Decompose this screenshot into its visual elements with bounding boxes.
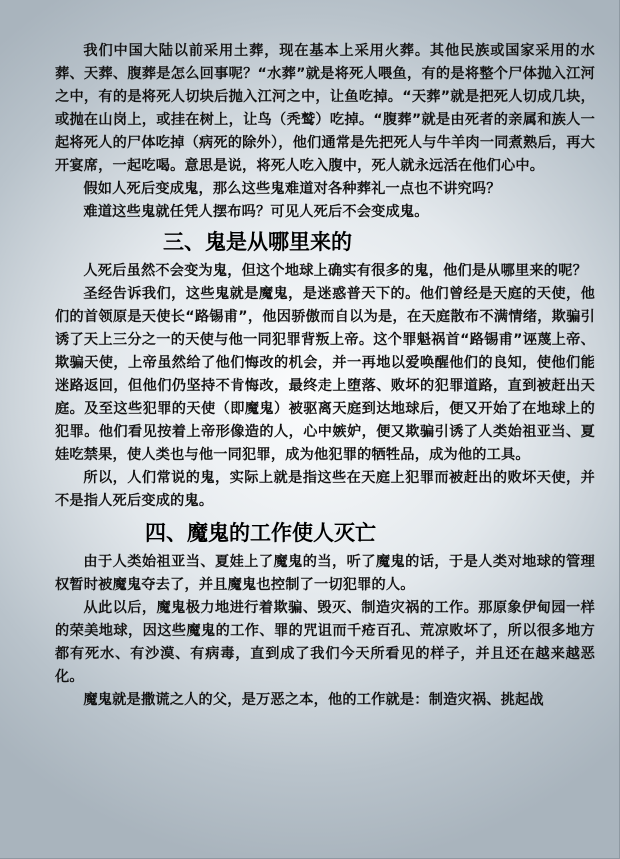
paragraph-bible-angels: 圣经告诉我们，这些鬼就是魔鬼，是迷惑普天下的。他们曾经是天庭的天使，他们的首领原是天使长“路锡甫”，他因骄傲而自以为是，在天庭散布不满情绪，欺骗引诱了天上三分之一的天使与他一同犯罪背叛上帝。这个罪魁祸首“路锡甫”诬蔑上帝、欺骗天使，上帝虽然给了他们悔改的机会，并一再地以爱唤醒他们的良知，使他们能迷路返回，但他们仍坚持不肯悔改，最终走上堕落、败坏的犯罪道路，直到被赶出天庭。及至这些犯罪的天使（即魔鬼）被驱离天庭到达地球后，便又开始了在地球上的犯罪。他们看见按着上帝形像造的人，心中嫉妒，便又欺骗引诱了人类始祖亚当、夏娃吃禁果，使人类也与他一同犯罪，成为他犯罪的牺牲品，成为他的工具。 [55, 286, 595, 463]
paragraph-question-burial: 假如人死后变成鬼，那么这些鬼难道对各种葬礼一点也不讲究吗？ [83, 181, 501, 197]
paragraph-fallen-angels: 所以，人们常说的鬼，实际上就是指这些在天庭上犯罪而被赶出的败坏天使，并不是指人死后变成的鬼。 [55, 470, 595, 509]
paragraph-devil-work: 从此以后，魔鬼极力地进行着欺骗、毁灭、制造灾祸的工作。那原象伊甸园一样的荣美地球，因这些魔鬼的工作、罪的咒诅而千疮百孔、荒凉败坏了，所以很多地方都有死水、有沙漠、有病毒，直到成了我们今天所看见的样子，并且还在越来越恶化。 [55, 600, 595, 685]
paragraph-devil-father-of-lies: 魔鬼就是撒谎之人的父，是万恶之本，他的工作就是：制造灾祸、挑起战 [83, 692, 544, 708]
paragraph-burial-customs: 我们中国大陆以前采用土葬，现在基本上采用火葬。其他民族或国家采用的水葬、天葬、腹葬是怎么回事呢？“水葬”就是将死人喂鱼，有的是将整个尸体抛入江河之中，有的是将死人切块后抛入江河之中，让鱼吃掉。“天葬”就是把死人切成几块，或抛在山岗上，或挂在树上，让鸟（秃鹫）吃掉。“腹葬”就是由死者的亲属和族人一起将死人的尸体吃掉（病死的除外），他们通常是先把死人与牛羊肉一同煮熟后，再大开宴席，一起吃喝。意思是说，将死人吃入腹中，死人就永远活在他们心中。 [55, 43, 595, 174]
section-heading-3: 三、鬼是从哪里来的 [163, 229, 352, 254]
paragraph-conclusion-burial: 难道这些鬼就任凭人摆布吗？可见人死后不会变成鬼。 [83, 204, 429, 220]
paragraph-ghost-origin: 人死后虽然不会变为鬼，但这个地球上确实有很多的鬼，他们是从哪里来的呢？ [83, 263, 587, 279]
paragraph-adam-eve: 由于人类始祖亚当、夏娃上了魔鬼的当，听了魔鬼的话，于是人类对地球的管理权暂时被魔鬼夺去了，并且魔鬼也控制了一切犯罪的人。 [55, 554, 595, 593]
section-heading-4: 四、魔鬼的工作使人灭亡 [145, 520, 376, 545]
